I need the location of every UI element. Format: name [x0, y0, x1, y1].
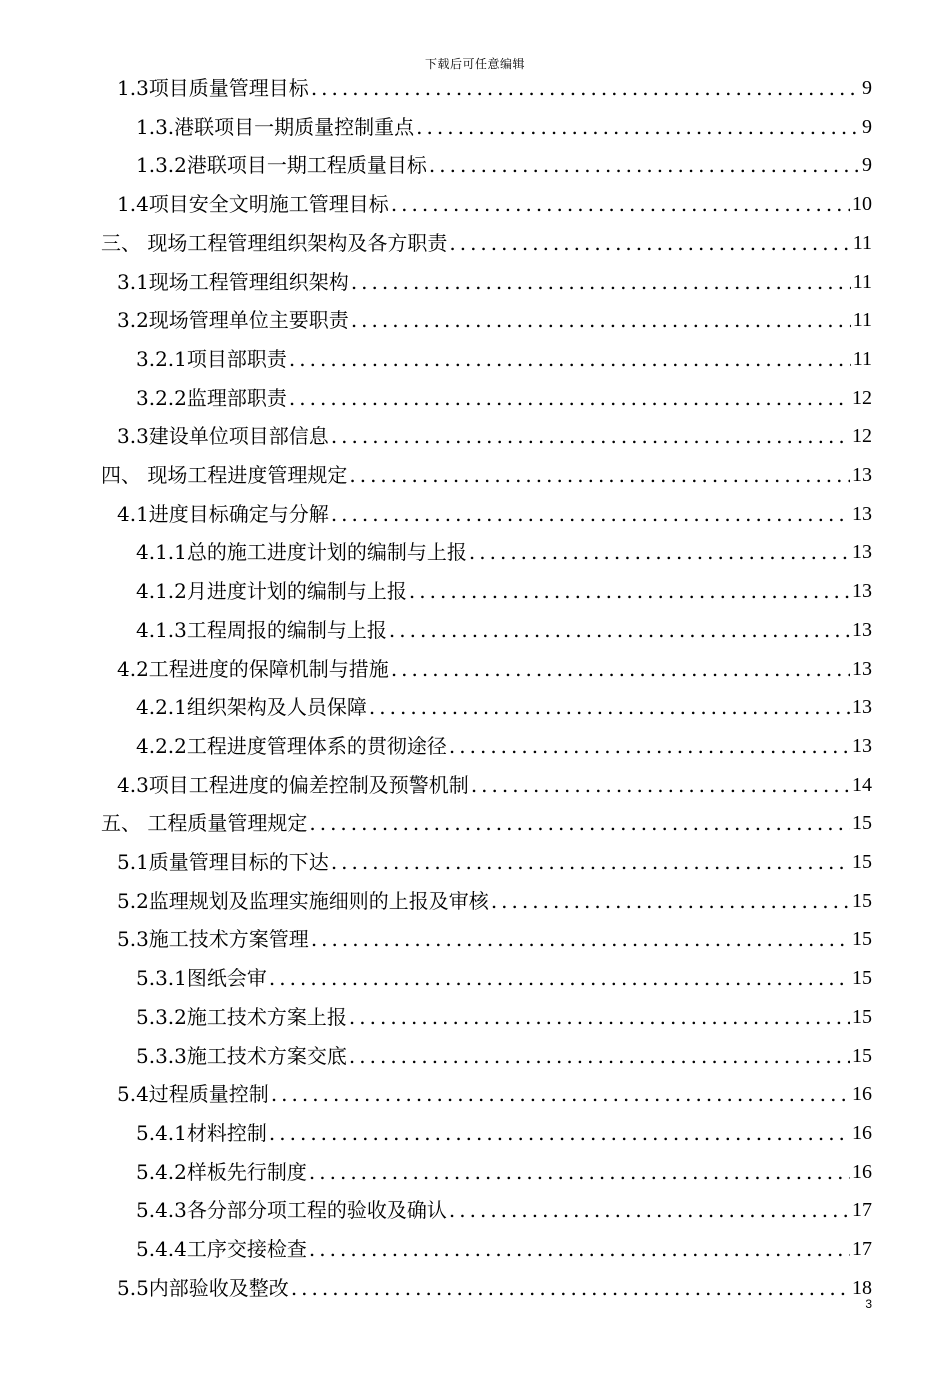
- toc-entry-title: 5.1质量管理目标的下达: [117, 850, 329, 874]
- toc-dot-leader: [291, 1276, 850, 1300]
- toc-dot-leader: [491, 889, 850, 913]
- toc-dot-leader: [389, 618, 850, 642]
- toc-entry-page: 9: [862, 77, 872, 99]
- toc-entry-page: 15: [852, 851, 872, 873]
- toc-dot-leader: [449, 734, 850, 758]
- toc-entry-title: 4.2.2工程进度管理体系的贯彻途径: [136, 734, 447, 758]
- toc-entry-page: 13: [852, 735, 872, 757]
- toc-entry-title: 4.1.1总的施工进度计划的编制与上报: [136, 540, 467, 564]
- toc-dot-leader: [309, 1237, 850, 1261]
- toc-entry-page: 13: [852, 658, 872, 680]
- toc-entry[interactable]: [136, 993, 872, 1029]
- toc-entry-page: 9: [862, 154, 872, 176]
- toc-entry-title: 1.4项目安全文明施工管理目标: [117, 192, 389, 216]
- toc-dot-leader: [331, 850, 850, 874]
- toc-entry[interactable]: [117, 915, 872, 951]
- toc-entry-page: 14: [852, 774, 872, 796]
- toc-entry-title: 4.1.3工程周报的编制与上报: [136, 618, 387, 642]
- toc-entry[interactable]: [136, 374, 872, 410]
- toc-entry-title: 5.3.3施工技术方案交底: [136, 1044, 347, 1068]
- toc-entry-page: 12: [852, 425, 872, 447]
- toc-entry-page: 13: [852, 541, 872, 563]
- toc-entry[interactable]: [136, 1225, 872, 1261]
- toc-entry-page: 13: [852, 503, 872, 525]
- toc-entry-title: 4.1进度目标确定与分解: [117, 502, 329, 526]
- toc-entry[interactable]: [136, 1186, 872, 1222]
- toc-entry-title: 4.2工程进度的保障机制与措施: [117, 657, 389, 681]
- toc-entry-title: 3.3建设单位项目部信息: [117, 424, 329, 448]
- toc-dot-leader: [409, 579, 850, 603]
- toc-entry[interactable]: [117, 64, 872, 100]
- toc-dot-leader: [449, 1198, 850, 1222]
- toc-entry-page: 17: [852, 1199, 872, 1221]
- toc-dot-leader: [416, 115, 860, 139]
- toc-dot-leader: [351, 308, 851, 332]
- page-header: 下载后可任意编辑: [424, 57, 525, 71]
- toc-entry-title: 4.3项目工程进度的偏差控制及预警机制: [117, 773, 469, 797]
- toc-dot-leader: [309, 1160, 850, 1184]
- toc-entry[interactable]: [136, 954, 872, 990]
- toc-entry-title: 5.4过程质量控制: [117, 1082, 269, 1106]
- toc-entry-title: 5.3施工技术方案管理: [117, 927, 309, 951]
- toc-entry[interactable]: [136, 1032, 872, 1068]
- toc-entry-page: 16: [852, 1122, 872, 1144]
- toc-entry[interactable]: [117, 838, 872, 874]
- page-number: 3: [865, 1297, 872, 1311]
- toc-entry[interactable]: [101, 219, 872, 255]
- toc-entry-page: 11: [852, 348, 872, 370]
- toc-entry[interactable]: [136, 606, 872, 642]
- toc-entry-title: 四、 现场工程进度管理规定: [101, 463, 348, 487]
- toc-entry-title: 3.2.1项目部职责: [136, 347, 287, 371]
- toc-entry[interactable]: [117, 761, 872, 797]
- toc-entry[interactable]: [136, 567, 872, 603]
- toc-entry-page: 11: [852, 271, 872, 293]
- toc-entry[interactable]: [136, 683, 872, 719]
- toc-dot-leader: [331, 424, 850, 448]
- toc-dot-leader: [449, 231, 850, 255]
- toc-entry[interactable]: [136, 335, 872, 371]
- toc-dot-leader: [349, 1044, 850, 1068]
- toc-entry[interactable]: [136, 722, 872, 758]
- toc-entry-page: 15: [852, 1006, 872, 1028]
- toc-entry[interactable]: [117, 296, 872, 332]
- toc-entry-title: 1.3.2港联项目一期工程质量目标: [136, 153, 427, 177]
- toc-entry-title: 4.2.1组织架构及人员保障: [136, 695, 367, 719]
- toc-entry[interactable]: [101, 799, 872, 835]
- toc-entry-title: 3.2现场管理单位主要职责: [117, 308, 349, 332]
- toc-dot-leader: [311, 76, 860, 100]
- toc-entry[interactable]: [117, 877, 872, 913]
- toc-entry-page: 15: [852, 890, 872, 912]
- toc-entry-page: 16: [852, 1161, 872, 1183]
- toc-entry-page: 9: [862, 116, 872, 138]
- toc-entry[interactable]: [136, 1148, 872, 1184]
- toc-dot-leader: [271, 1082, 850, 1106]
- toc-dot-leader: [289, 386, 850, 410]
- toc-entry[interactable]: [117, 1264, 872, 1300]
- toc-entry-page: 15: [852, 1045, 872, 1067]
- toc-dot-leader: [369, 695, 850, 719]
- toc-dot-leader: [349, 463, 850, 487]
- toc-dot-leader: [269, 1121, 850, 1145]
- toc-entry-page: 17: [852, 1238, 872, 1260]
- toc-dot-leader: [289, 347, 851, 371]
- toc-entry-title: 5.4.4工序交接检查: [136, 1237, 307, 1261]
- toc-entry-page: 13: [852, 464, 872, 486]
- toc-entry-title: 5.4.2样板先行制度: [136, 1160, 307, 1184]
- toc-dot-leader: [309, 811, 850, 835]
- toc-entry-title: 5.2监理规划及监理实施细则的上报及审核: [117, 889, 489, 913]
- toc-entry-page: 13: [852, 696, 872, 718]
- toc-entry-page: 13: [852, 580, 872, 602]
- toc-entry[interactable]: [136, 103, 872, 139]
- toc-entry[interactable]: [117, 412, 872, 448]
- toc-dot-leader: [269, 966, 850, 990]
- toc-entry-title: 5.5内部验收及整改: [117, 1276, 289, 1300]
- toc-dot-leader: [349, 1005, 850, 1029]
- toc-entry[interactable]: [117, 645, 872, 681]
- toc-dot-leader: [469, 540, 850, 564]
- toc-entry-page: 11: [852, 232, 872, 254]
- toc-entry-page: 15: [852, 812, 872, 834]
- toc-entry-page: 15: [852, 967, 872, 989]
- toc-entry-title: 5.4.1材料控制: [136, 1121, 267, 1145]
- toc-entry-page: 16: [852, 1083, 872, 1105]
- toc-dot-leader: [351, 270, 851, 294]
- toc-entry-title: 5.4.3各分部分项工程的验收及确认: [136, 1198, 447, 1222]
- toc-entry-title: 3.1现场工程管理组织架构: [117, 270, 349, 294]
- toc-entry-page: 10: [852, 193, 872, 215]
- toc-entry[interactable]: [117, 490, 872, 526]
- toc-dot-leader: [391, 192, 850, 216]
- toc-entry[interactable]: [117, 258, 872, 294]
- toc-entry-page: 12: [852, 387, 872, 409]
- toc-entry-title: 4.1.2月进度计划的编制与上报: [136, 579, 407, 603]
- toc-entry[interactable]: [136, 141, 872, 177]
- toc-dot-leader: [471, 773, 850, 797]
- toc-entry-title: 1.3项目质量管理目标: [117, 76, 309, 100]
- toc-entry-title: 五、 工程质量管理规定: [101, 811, 308, 835]
- toc-entry[interactable]: [101, 451, 872, 487]
- toc-dot-leader: [391, 657, 850, 681]
- toc-entry[interactable]: [136, 528, 872, 564]
- toc-dot-leader: [331, 502, 850, 526]
- toc-dot-leader: [429, 153, 860, 177]
- toc-entry-page: 18: [852, 1277, 872, 1299]
- toc-entry[interactable]: [117, 1070, 872, 1106]
- toc-entry-title: 1.3.港联项目一期质量控制重点: [136, 115, 415, 139]
- toc-entry-page: 11: [852, 309, 872, 331]
- toc-entry-title: 三、 现场工程管理组织架构及各方职责: [101, 231, 448, 255]
- toc-entry-title: 5.3.1图纸会审: [136, 966, 267, 990]
- toc-entry-page: 15: [852, 928, 872, 950]
- toc-dot-leader: [311, 927, 850, 951]
- toc-entry[interactable]: [136, 1109, 872, 1145]
- toc-entry-title: 5.3.2施工技术方案上报: [136, 1005, 347, 1029]
- toc-entry-title: 3.2.2监理部职责: [136, 386, 287, 410]
- toc-entry[interactable]: [117, 180, 872, 216]
- toc-entry-page: 13: [852, 619, 872, 641]
